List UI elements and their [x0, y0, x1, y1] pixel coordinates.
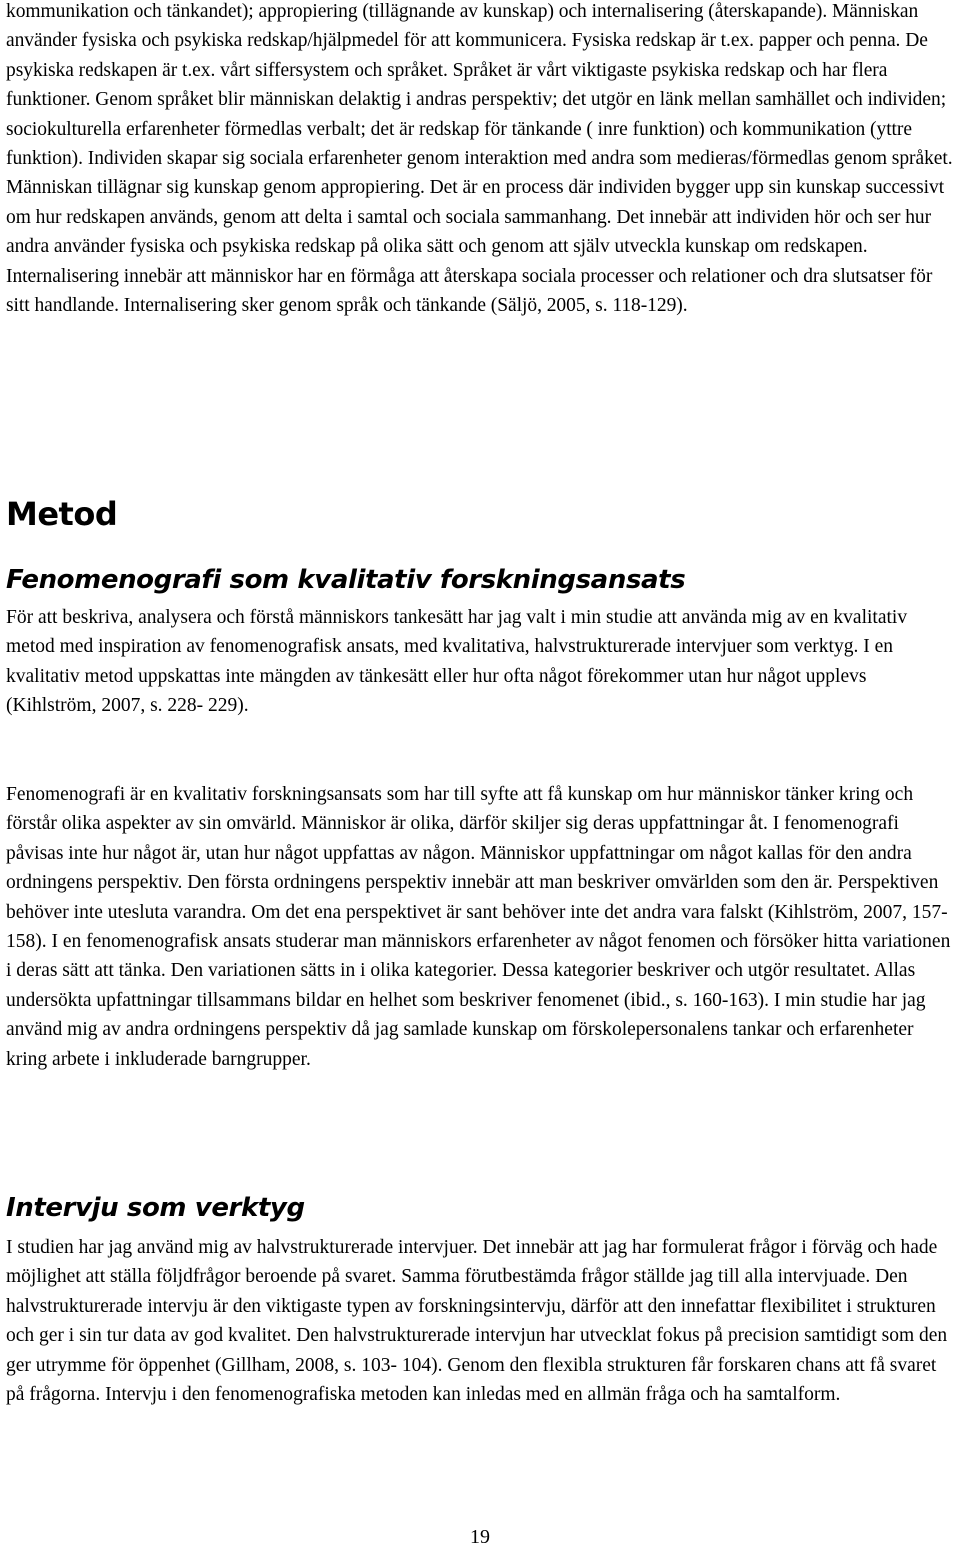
intervju-paragraph-1: I studien har jag använd mig av halvstrukturerade intervjuer. Det innebär att jag har formulerat frågor i förväg och hade möjlighet att ställa följdfrågor beroende på svaret. Samma förutbestämda frågor ställde jag till alla intervjuade. Den halvstrukturerade intervju är den viktigaste typen av forskningsintervju, därför att den innefattar flexibilitet i strukturen och ger i sin tur data av god kvalitet. Den halvstrukturerade intervjun har utvecklat fokus på precision samtidigt som den ger utrymme för öppenhet (Gillham, 2008, s. 103- 104). Genom den flexibla strukturen får forskaren chans att få svaret på frågorna. Intervju i den fenomenografiska metoden kan inledas med en allmän fråga och ha samtalform. — [6, 1237, 948, 1406]
intro-paragraph: kommunikation och tänkandet); appropiering (tillägnande av kunskap) och internalisering (återskapande). Människan använder fysiska och psykiska redskap/hjälpmedel för att kommunicera. Fysiska redskap är t.ex. papper och penna. De psykiska redskapen är t.ex. vårt siffersystem och språket. Språket är vårt viktigaste psykiska redskap och har flera funktioner. Genom språket blir människan delaktig i andras perspektiv; det utgör en länk mellan samhället och individen; sociokulturella erfarenheter förmedlas verbalt; det är redskap för tänkande ( inre funktion) och kommunikation (yttre funktion). Individen skapar sig sociala erfarenheter genom interaktion med andra som medieras/förmedlas genom språket. Människan tillägnar sig kunskap genom appropiering. Det är en process där individen bygger upp sin kunskap successivt om hur redskapen används, genom att delta i samtal och sociala sammanhang. Det innebär att individen hör och ser hur andra använder fysiska och psykiska redskap på olika sätt och genom att själv utveckla kunskap om redskapen. Internalisering innebär att människor har en förmåga att återskapa sociala processer och relationer och dra slutsatser för sitt handlande. Internalisering sker genom språk och tänkande (Säljö, 2005, s. 118-129). — [6, 1, 953, 317]
subsection-heading-intervju: Intervju som verktyg — [6, 1193, 305, 1223]
fenomenografi-paragraph-2: Fenomenografi är en kvalitativ forskningsansats som har till syfte att få kunskap om hur människor tänker kring och förstår olika aspekter av sin omvärld. Människor är olika, därför skiljer sig deras uppfattningar åt. I fenomenografi påvisas inte hur något är, utan hur något uppfattas av någon. Människor uppfattningar om något kallas för den andra ordningens perspektiv. Den första ordningens perspektiv innebär att man beskriver omvärlden som den är. Perspektiven behöver inte utesluta varandra. Om det ena perspektivet är sant behöver inte det andra vara falskt (Kihlström, 2007, 157-158). I en fenomenografisk ansats studerar man människors erfarenheter av något fenomen och försöker hitta variationen i deras sätt att tänka. Den variationen sätts in i olika kategorier. Dessa kategorier beskriver och utgör resultatet. Allas undersökta upfattningar tillsammans bildar en helhet som beskriver fenomenet (ibid., s. 160-163). I min studie har jag använd mig av andra ordningens perspektiv då jag samlade kunskap om förskolepersonalens tankar och erfarenheter kring arbete i inkluderade barngrupper. — [6, 784, 951, 1070]
fenomenografi-paragraph-1: För att beskriva, analysera och förstå människors tankesätt har jag valt i min studie att använda mig av en kvalitativ metod med inspiration av fenomenografisk ansats, med kvalitativa, halvstrukturerade intervjuer som verktyg. I en kvalitativ metod uppskattas inte mängden av tänkesätt eller hur ofta något förekommer utan hur något upplevs (Kihlström, 2007, s. 228- 229). — [6, 607, 908, 717]
section-heading-metod: Metod — [6, 495, 118, 533]
page-number: 19 — [470, 1526, 490, 1548]
subsection-heading-fenomenografi: Fenomenografi som kvalitativ forskningsansats — [6, 565, 686, 595]
